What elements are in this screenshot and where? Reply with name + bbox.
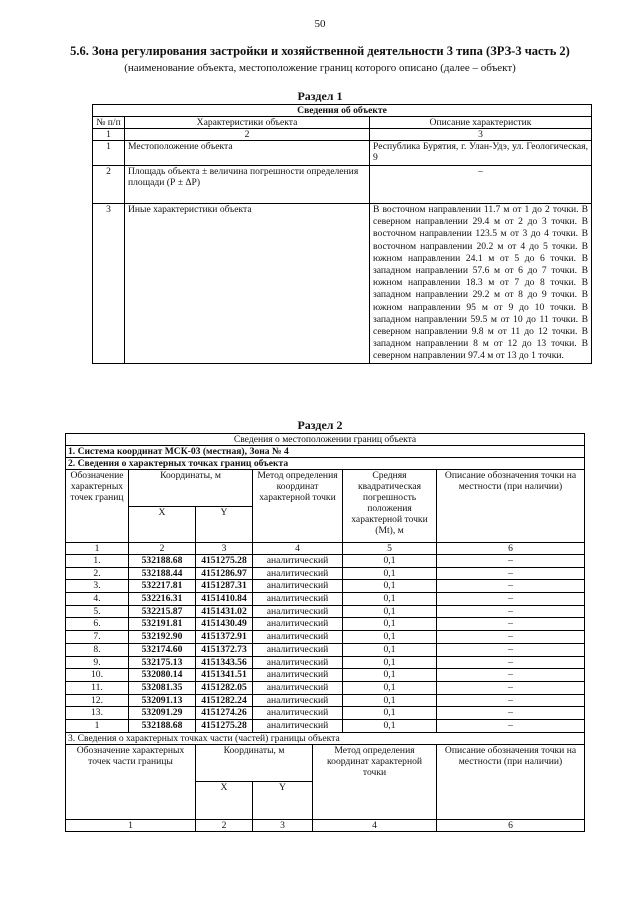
point-id: 13. [66, 707, 129, 720]
row-characteristic: Местоположение объекта [125, 141, 370, 166]
table-row [66, 707, 585, 720]
point-x: 532215.87 [129, 605, 196, 618]
point-y: 4151372.91 [196, 631, 253, 644]
point-x: 532091.13 [129, 694, 196, 707]
page-number: 50 [314, 18, 326, 30]
table-row [66, 555, 585, 568]
parts-header-designation: Обозначение характерных точек части границы [66, 744, 196, 819]
table-row [66, 656, 585, 669]
point-description: – [437, 631, 585, 644]
table-row [66, 669, 585, 682]
col-number: 6 [437, 819, 585, 831]
col-number: 1 [93, 129, 125, 141]
point-y: 4151282.24 [196, 694, 253, 707]
point-error: 0,1 [343, 694, 437, 707]
boundary-table [65, 433, 585, 832]
point-method: аналитический [253, 643, 343, 656]
row-characteristic: Площадь объекта ± величина погрешности определения площади (Р ± ΔР) [125, 166, 370, 204]
point-y: 4151287.31 [196, 580, 253, 593]
row-description: В восточном направлении 11.7 м от 1 до 2 точки. В северном направлении 29.4 м от 2 до 3 точки. В восточном направлении 123.5 м от 3 до 4 точки. В восточном направлении 20.2 м от 4 до 5 точки. В южном направлении 24.1 м от 5 до 6 точки. В западном направлении 57.6 м от 6 до 7 точки. В южном направлении 18.3 м от 7 до 8 точки. В западном направлении 29.2 м от 8 до 9 точки. В южном направлении 95 м от 9 до 10 точки. В западном направлении 59.5 м от 10 до 11 точки. В северном направлении 9.8 м от 11 до 12 точки. В западном направлении 8 м от 12 до 13 точки. В северном направлении 97.4 м от 13 до 1 точки. [370, 204, 592, 364]
table-row [66, 681, 585, 694]
point-x: 532216.31 [129, 593, 196, 606]
table-row [66, 618, 585, 631]
point-error: 0,1 [343, 580, 437, 593]
col-number: 4 [313, 819, 437, 831]
col-number: 1 [66, 819, 196, 831]
col-header-description: Описание характеристик [370, 117, 592, 129]
point-description: – [437, 580, 585, 593]
point-error: 0,1 [343, 656, 437, 669]
point-x: 532175.13 [129, 656, 196, 669]
col-number: 6 [437, 543, 585, 555]
point-description: – [437, 605, 585, 618]
point-error: 0,1 [343, 643, 437, 656]
point-x: 532188.44 [129, 567, 196, 580]
point-description: – [437, 618, 585, 631]
point-x: 532174.60 [129, 643, 196, 656]
point-id: 8. [66, 643, 129, 656]
point-x: 532192.90 [129, 631, 196, 644]
point-error: 0,1 [343, 707, 437, 720]
point-id: 3. [66, 580, 129, 593]
point-description: – [437, 555, 585, 568]
row-number: 1 [93, 141, 125, 166]
point-id: 11. [66, 681, 129, 694]
point-y: 4151274.26 [196, 707, 253, 720]
point-method: аналитический [253, 555, 343, 568]
points-body [66, 555, 585, 733]
table-row [93, 141, 592, 166]
col-number: 3 [370, 129, 592, 141]
coordinate-system: 1. Система координат МСК-03 (местная), Зона № 4 [66, 446, 585, 458]
point-id: 6. [66, 618, 129, 631]
point-y: 4151275.28 [196, 719, 253, 732]
point-id: 1. [66, 555, 129, 568]
point-method: аналитический [253, 631, 343, 644]
table-row [66, 580, 585, 593]
table-row [66, 605, 585, 618]
point-x: 532188.68 [129, 555, 196, 568]
point-error: 0,1 [343, 681, 437, 694]
point-description: – [437, 719, 585, 732]
row-characteristic: Иные характеристики объекта [125, 204, 370, 364]
point-x: 532081.35 [129, 681, 196, 694]
boundary-title: Сведения о местоположении границ объекта [66, 434, 585, 446]
header-designation: Обозначение характерных точек границ [66, 470, 129, 543]
point-y: 4151431.02 [196, 605, 253, 618]
col-number: 2 [125, 129, 370, 141]
object-info-title: Сведения об объекте [93, 105, 592, 117]
point-method: аналитический [253, 618, 343, 631]
table-row [66, 567, 585, 580]
point-y: 4151410.84 [196, 593, 253, 606]
point-method: аналитический [253, 707, 343, 720]
point-description: – [437, 694, 585, 707]
parts-header-description: Описание обозначения точки на местности (при наличии) [437, 744, 585, 819]
point-y: 4151341.51 [196, 669, 253, 682]
point-description: – [437, 567, 585, 580]
row-number: 3 [93, 204, 125, 364]
parts-header-x: X [196, 782, 253, 820]
point-error: 0,1 [343, 631, 437, 644]
col-number: 2 [196, 819, 253, 831]
point-y: 4151282.05 [196, 681, 253, 694]
point-method: аналитический [253, 669, 343, 682]
zone-title: 5.6. Зона регулирования застройки и хозяйственной деятельности 3 типа (ЗРЗ-3 часть 2) [70, 44, 570, 58]
point-id: 12. [66, 694, 129, 707]
point-y: 4151343.56 [196, 656, 253, 669]
col-number: 2 [129, 543, 196, 555]
header-method: Метод определения координат характерной точки [253, 470, 343, 543]
point-error: 0,1 [343, 605, 437, 618]
point-id: 7. [66, 631, 129, 644]
parts-title: 3. Сведения о характерных точках части (частей) границы объекта [66, 732, 585, 744]
point-method: аналитический [253, 567, 343, 580]
point-id: 4. [66, 593, 129, 606]
header-coords: Координаты, м [129, 470, 253, 507]
header-y: Y [196, 506, 253, 543]
points-title: 2. Сведения о характерных точках границ объекта [66, 458, 585, 470]
point-description: – [437, 593, 585, 606]
point-error: 0,1 [343, 618, 437, 631]
point-error: 0,1 [343, 567, 437, 580]
row-description: Республика Бурятия, г. Улан-Удэ, ул. Геологическая, 9 [370, 141, 592, 166]
point-description: – [437, 656, 585, 669]
point-description: – [437, 669, 585, 682]
section1-heading: Раздел 1 [297, 89, 343, 103]
point-x: 532188.68 [129, 719, 196, 732]
parts-header-y: Y [253, 782, 313, 820]
table-row [66, 631, 585, 644]
col-number: 5 [343, 543, 437, 555]
header-description: Описание обозначения точки на местности (при наличии) [437, 470, 585, 543]
point-method: аналитический [253, 580, 343, 593]
point-id: 10. [66, 669, 129, 682]
point-error: 0,1 [343, 593, 437, 606]
col-number: 1 [66, 543, 129, 555]
parts-header-coords: Координаты, м [196, 744, 313, 782]
col-number: 4 [253, 543, 343, 555]
object-info-table [92, 104, 592, 364]
point-error: 0,1 [343, 669, 437, 682]
header-x: X [129, 506, 196, 543]
point-id: 5. [66, 605, 129, 618]
point-x: 532080.14 [129, 669, 196, 682]
parts-header-method: Метод определения координат характерной точки [313, 744, 437, 819]
col-header-characteristic: Характеристики объекта [125, 117, 370, 129]
point-description: – [437, 707, 585, 720]
table-row [93, 166, 592, 204]
point-y: 4151372.73 [196, 643, 253, 656]
row-description: – [370, 166, 592, 204]
point-method: аналитический [253, 681, 343, 694]
point-method: аналитический [253, 719, 343, 732]
point-error: 0,1 [343, 555, 437, 568]
table-row [66, 719, 585, 732]
point-y: 4151275.28 [196, 555, 253, 568]
point-id: 1 [66, 719, 129, 732]
point-description: – [437, 681, 585, 694]
point-y: 4151430.49 [196, 618, 253, 631]
point-error: 0,1 [343, 719, 437, 732]
point-y: 4151286.97 [196, 567, 253, 580]
section2-heading: Раздел 2 [297, 418, 343, 432]
table-row [66, 643, 585, 656]
col-number: 3 [196, 543, 253, 555]
point-x: 532091.29 [129, 707, 196, 720]
row-number: 2 [93, 166, 125, 204]
zone-subtitle: (наименование объекта, местоположение границ которого описано (далее – объект) [124, 62, 516, 74]
col-header-num: № п/п [93, 117, 125, 129]
point-method: аналитический [253, 593, 343, 606]
point-description: – [437, 643, 585, 656]
point-id: 9. [66, 656, 129, 669]
point-x: 532191.81 [129, 618, 196, 631]
point-method: аналитический [253, 656, 343, 669]
table-row [66, 694, 585, 707]
header-error: Средняя квадратическая погрешность положения характерной точки (Mt), м [343, 470, 437, 543]
point-method: аналитический [253, 694, 343, 707]
point-method: аналитический [253, 605, 343, 618]
point-id: 2. [66, 567, 129, 580]
col-number: 3 [253, 819, 313, 831]
table-row [93, 204, 592, 364]
table-row [66, 593, 585, 606]
point-x: 532217.81 [129, 580, 196, 593]
